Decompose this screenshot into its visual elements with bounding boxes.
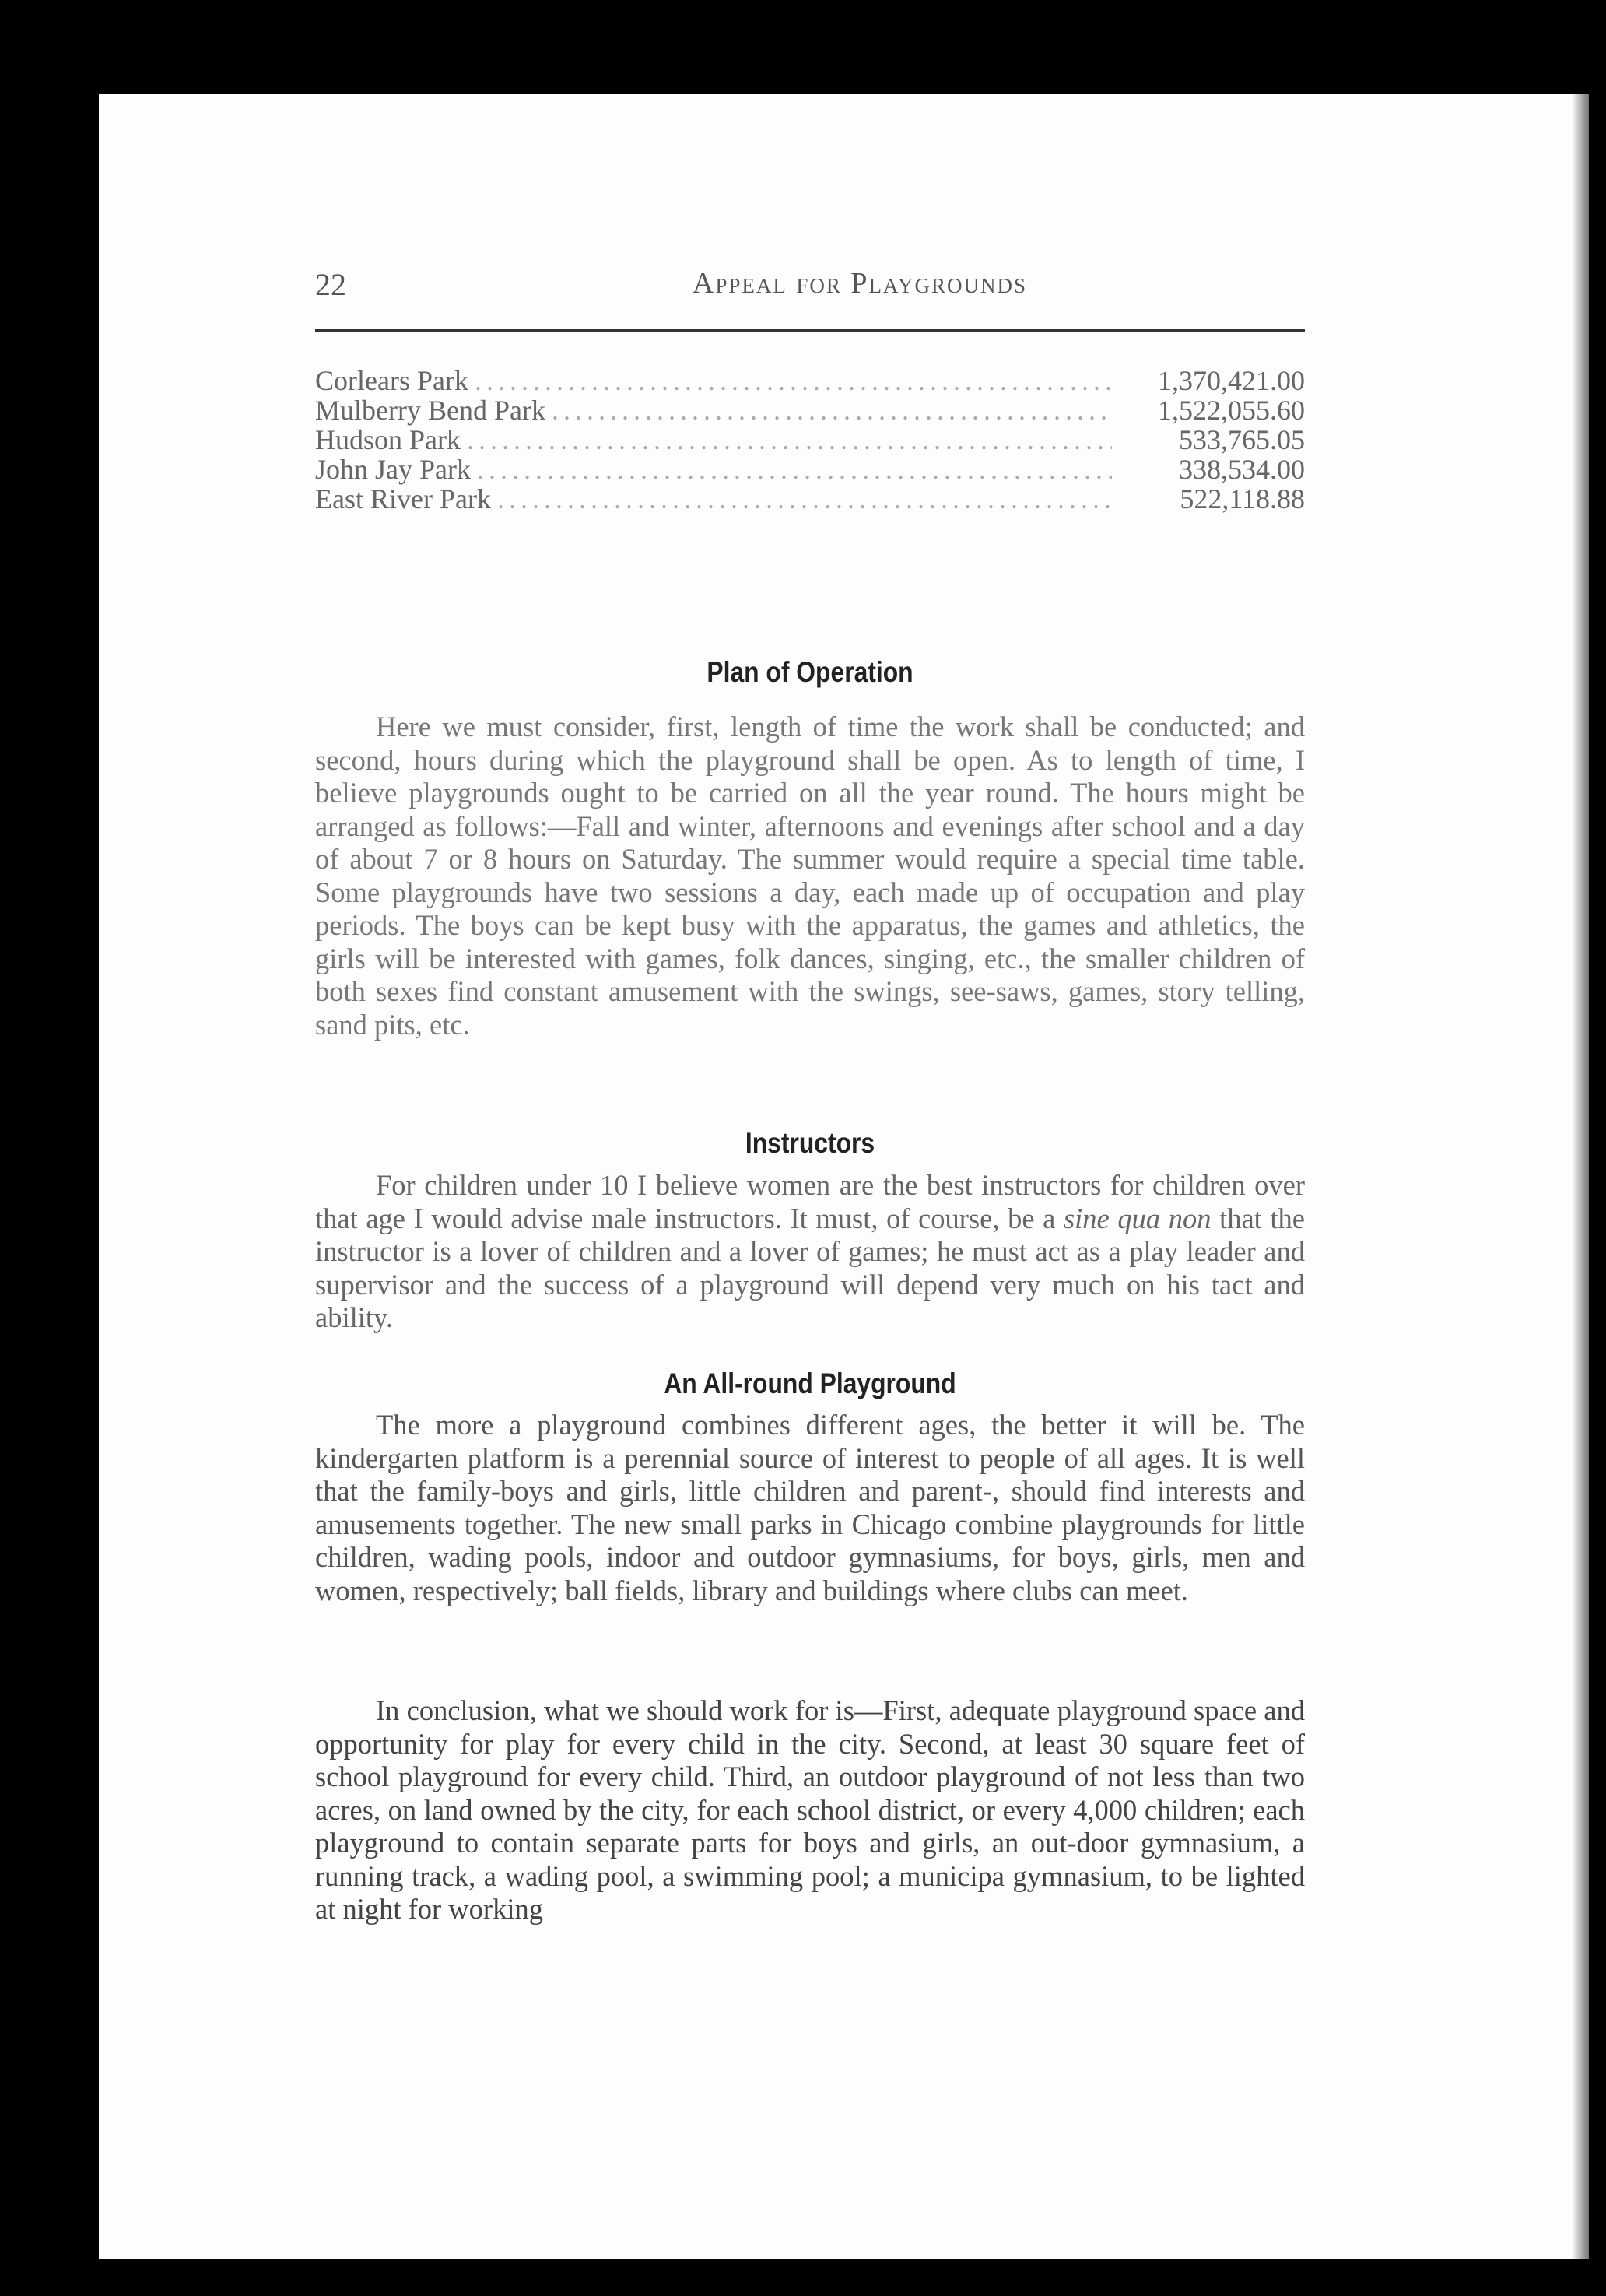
park-amount: 1,522,055.60 <box>1158 395 1305 426</box>
park-amount: 533,765.05 <box>1179 424 1305 455</box>
table-row <box>315 425 1305 455</box>
instructors-text-start: For children under 10 I believe women are the best instructors for children over that age I would advise male instructors. It must, of course, be a <box>315 1169 1305 1234</box>
table-row <box>315 484 1305 514</box>
park-amount: 338,534.00 <box>1179 454 1305 485</box>
park-name: Mulberry Bend Park <box>315 395 545 426</box>
instructors-italic-phrase: sine qua non <box>1063 1202 1212 1234</box>
page-number: 22 <box>315 267 346 302</box>
park-name: Corlears Park <box>315 365 468 396</box>
instructors-paragraph <box>315 1169 1305 1335</box>
park-name: Hudson Park <box>315 424 461 455</box>
park-amount: 522,118.88 <box>1180 483 1305 514</box>
leader-dots <box>477 455 1112 484</box>
parks-cost-table <box>315 366 1305 514</box>
running-title: Appeal for Playgrounds <box>692 267 1028 300</box>
header-rule <box>315 329 1305 332</box>
park-amount: 1,370,421.00 <box>1158 365 1305 396</box>
park-name: John Jay Park <box>315 454 471 485</box>
leader-dots <box>475 366 1112 395</box>
allround-paragraph: The more a playground combines different ages, the better it will be. The kindergarten platform is a perennial source of interest to people of all ages. It is well that the family-boys and girls, little children and parent-, should find interests and amusements together. The new small parks in Chicago combine playgrounds for little children, wading pools, indoor and outdoor gymnasiums, for boys, girls, men and women, respectively; ball fields, library and buildings where clubs can meet. <box>315 1409 1305 1606</box>
park-name: East River Park <box>315 483 491 514</box>
leader-dots <box>467 425 1112 455</box>
section-heading-allround: An All-round Playground <box>664 1367 956 1399</box>
table-row <box>315 455 1305 484</box>
section-heading-instructors: Instructors <box>745 1127 875 1159</box>
table-row <box>315 366 1305 395</box>
instructors-text-end: that the instructor is a lover of children and a lover of games; he must act as a play leader and supervisor and the success of a playground will depend very much on his tact and ability. <box>315 1202 1306 1333</box>
page-edge <box>1572 94 1589 2259</box>
conclusion-paragraph: In conclusion, what we should work for is—First, adequate playground space and opportunity for play for every child in the city. Second, at least 30 square feet of school playground for every child. Third, an outdoor playground of not less than two acres, on land owned by the city, for each school district, or every 4,000 children; each playground to contain separate parts for boys and girls, an out-door gymnasium, a running track, a wading pool, a swimming pool; a municipa gymnasium, to be lighted at night for working <box>315 1694 1305 1925</box>
section-heading-plan: Plan of Operation <box>707 656 913 688</box>
plan-paragraph: Here we must consider, first, length of time the work shall be conducted; and second, hours during which the playground shall be open. As to length of time, I believe playgrounds ought to be carried on all the year round. The hours might be arranged as follows:—Fall and winter, afternoons and evenings after school and a day of about 7 or 8 hours on Saturday. The summer would require a special time table. Some playgrounds have two sessions a day, each made up of occupation and play periods. The boys can be kept busy with the apparatus, the games and athletics, the girls will be interested with games, folk dances, singing, etc., the smaller children of both sexes find constant amusement with the swings, see-saws, games, story telling, sand pits, etc. <box>315 711 1305 1041</box>
page-header <box>315 266 1404 321</box>
table-row <box>315 395 1305 425</box>
leader-dots <box>497 484 1112 514</box>
leader-dots <box>552 395 1112 425</box>
